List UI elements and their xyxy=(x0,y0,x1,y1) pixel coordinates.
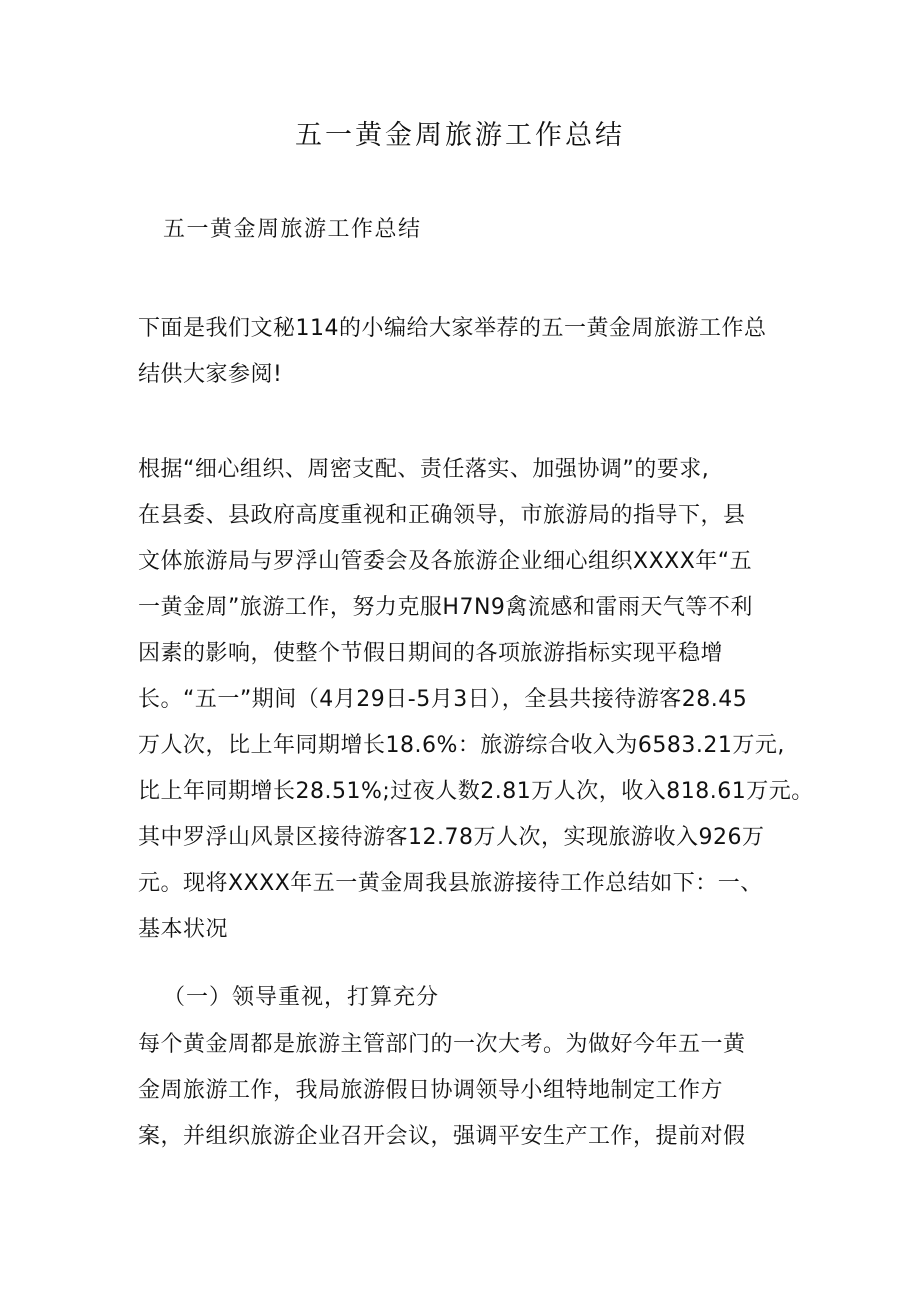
body-line: 在县委、县政府高度重视和正确领导，市旅游局的指导下，县 xyxy=(138,503,746,528)
intro-paragraph xyxy=(138,306,778,398)
document-subtitle: 五一黄金周旅游工作总结 xyxy=(163,217,422,242)
body-paragraph xyxy=(138,447,814,953)
body-line: 基本状况 xyxy=(138,917,229,942)
section-line: 案，并组织旅游企业召开会议，强调平安生产工作，提前对假 xyxy=(138,1124,746,1149)
body-line: 元。现将XXXX年五一黄金周我县旅游接待工作总结如下：一、 xyxy=(138,871,763,896)
section-line: 每个黄金周都是旅游主管部门的一次大考。为做好今年五一黄 xyxy=(138,1032,746,1057)
body-line: 比上年同期增长28.51%;过夜人数2.81万人次，收入818.61万元。 xyxy=(138,779,814,804)
body-line: 长。“五一”期间（4月29日-5月3日），全县共接待游客28.45 xyxy=(138,687,748,712)
body-line: 万人次，比上年同期增长18.6%：旅游综合收入为6583.21万元, xyxy=(138,733,785,758)
body-line: 文体旅游局与罗浮山管委会及各旅游企业细心组织XXXX年“五 xyxy=(138,549,753,574)
body-line: 一黄金周”旅游工作，努力克服H7N9禽流感和雷雨天气等不利 xyxy=(138,595,753,620)
body-line: 因素的影响，使整个节假日期间的各项旅游指标实现平稳增 xyxy=(138,641,724,666)
document-title: 五一黄金周旅游工作总结 xyxy=(295,120,625,151)
intro-line: 下面是我们文秘114的小编给大家举荐的五一黄金周旅游工作总 xyxy=(138,316,767,341)
section-paragraph xyxy=(138,1022,778,1160)
body-line: 其中罗浮山风景区接待游客12.78万人次，实现旅游收入926万 xyxy=(138,825,765,850)
body-line: 根据“细心组织、周密支配、责任落实、加强协调”的要求, xyxy=(138,457,710,482)
section-heading: （一）领导重视，打算充分 xyxy=(163,985,440,1010)
section-line: 金周旅游工作，我局旅游假日协调领导小组特地制定工作方 xyxy=(138,1078,724,1103)
intro-line: 结供大家参阅! xyxy=(138,362,283,387)
